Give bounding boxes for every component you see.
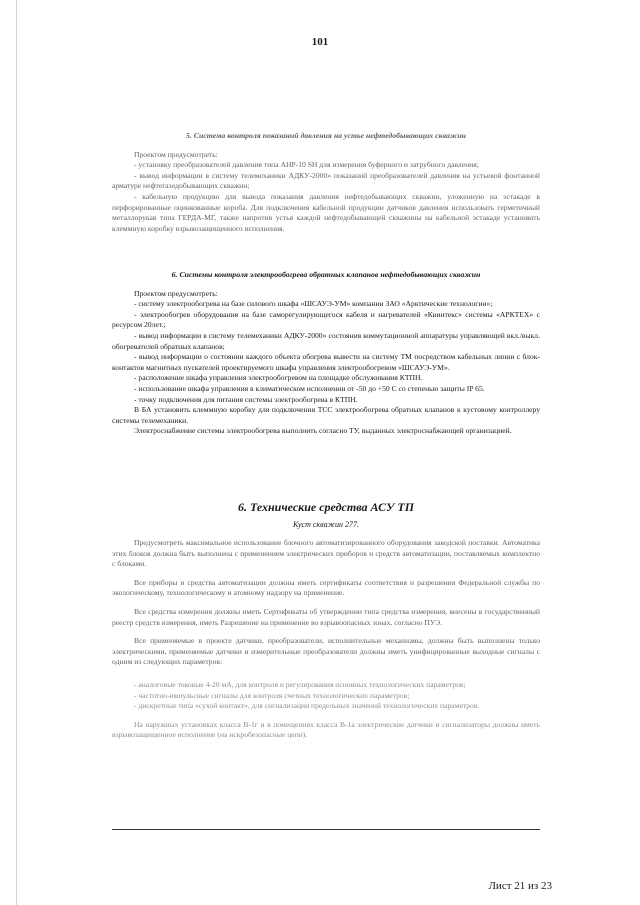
section-5-intro: Проектом предусмотреть: (134, 149, 218, 159)
section-6-item: - вывод информации о состоянии каждого объекта обогрева вывести на систему ТМ посредством кабельных линии с блок-контактов магнитных пускателей проектируемого шкафа управления электрообогревом «ШСАУЭ-УМ». (112, 352, 540, 372)
section-6 (112, 270, 540, 437)
tech-paragraph: Все средства измерения должны иметь Сертификаты об утверждении типа средства измерения, внесены в государственный реестр средств измерения, иметь Разрешение на применение во взрывоопасных зонах, согласно ПУЭ. (112, 606, 540, 627)
section-6-paragraph: Электроснабжение системы электрообогрева выполнить согласно ТУ, выданных электроснабжающей организацией. (134, 426, 512, 436)
page-number: 101 (311, 36, 329, 48)
section-6-title: 6. Системы контроля электрообогрева обратных клапанов нефтедобывающих скважин (171, 270, 481, 279)
section-5 (112, 131, 540, 234)
tech-item: - дискретные типа «сухой контакт», для сигнализации предельных значений технологических параметров. (134, 701, 480, 711)
section-5-item: - установку преобразователей давления типа АНР-10 SH для измерения буферного и затрубного давления; (134, 160, 479, 170)
technical-means-section (112, 538, 540, 668)
tech-paragraph: Предусмотреть максимальное использование блочного автоматизированного оборудования заводской поставки. Автоматика этих блоков должна быть выполнена с применением электрических приборов и средств автоматизации, поставляемых комплектно с блоками. (112, 538, 540, 569)
tech-item: - аналоговые токовые 4-20 мА, для контроля и регулирования основных технологических параметров; (134, 680, 466, 689)
subheading-well-cluster: Куст скважин 277. (293, 520, 359, 529)
section-6-intro: Проектом предусмотреть: (134, 288, 218, 298)
tech-paragraph: На наружных установках класса В-1г и в помещениях класса В-1а электрические датчики и сигнализаторы должны иметь взрывозащищенное исполнение (на искробезопасные цепи). (112, 719, 540, 740)
scan-edge (16, 0, 17, 905)
section-6-item: - электрообогрев оборудования на базе саморегулирующегося кабеля и нагревателей «Квинтекс» системы «АРКТЕХ» с ресурсом 20лет.; (112, 309, 540, 330)
section-5-item: - кабельную продукцию для вывода показания давления нефтедобывающих скважин, уложенную на эстакаде в перфорированные оцинкованные короба. Для подключения кабельной продукции датчиков давления использовать герметичный металлорукав типа ГЕРДА-МГ, также напротив устья каждой нефтедобывающей скважины на кабельной эстакаде установить клеммную коробку взрывозащищенного исполнения. (112, 191, 540, 233)
tech-signal-list (112, 680, 540, 741)
section-6-item: - вывод информации в систему телемеханики АДКУ-2000» состояния коммутационной аппаратуры управляющей вкл./выкл. обогревателей обратных клапанов; (112, 330, 540, 351)
footer-rule (112, 829, 540, 830)
tech-paragraph: Все приборы и средства автоматизации должны иметь сертификаты соответствия и разрешения Федеральной службы по экологическому, технологическому и атомному надзору на применение. (112, 577, 540, 598)
section-6-item: - использование шкафа управления в климатическом исполнении от -50 до +50 С со степенью защиты IP 65. (134, 383, 485, 393)
sheet-counter: Лист 21 из 23 (488, 880, 552, 892)
heading-technical-means: 6. Технические средства АСУ ТП (237, 500, 415, 514)
section-5-title: 5. Система контроля показаний давления на устье нефтедобывающих скважин (186, 131, 466, 140)
section-5-item: - вывод информации в систему телемеханики АДКУ-2000» показаний преобразователей давления на устьевой фонтанной арматуре нефтегазодобывающих скважин; (112, 170, 540, 191)
section-6-item: - точку подключения для питания системы электрообогрева в КТПН. (134, 394, 358, 404)
section-6-paragraph: В БА установить клеммную коробку для подключения ТСС электрообогрева обратных клапанов к кустовому контроллеру системы телемеханики. (112, 405, 540, 425)
section-6-item: - расположение шкафа управления электрообогревом на площадке обслуживания КТПН. (134, 373, 423, 383)
section-6-item: - систему электрообогрева на базе силового шкафа «ШСАУЭ-УМ» компании ЗАО «Арктические технологии»; (134, 299, 493, 309)
tech-item: - частотно-импульсные сигналы для контроля счетных технологических параметров; (134, 690, 410, 700)
tech-paragraph: Все применяемые в проекте датчики, преобразователи, исполнительные механизмы, должны быть выполнены только электрическими, применяемые датчики и измерительные преобразователи должны иметь унифицированные выходные сигналы с одним из следующих параметров: (112, 636, 540, 667)
